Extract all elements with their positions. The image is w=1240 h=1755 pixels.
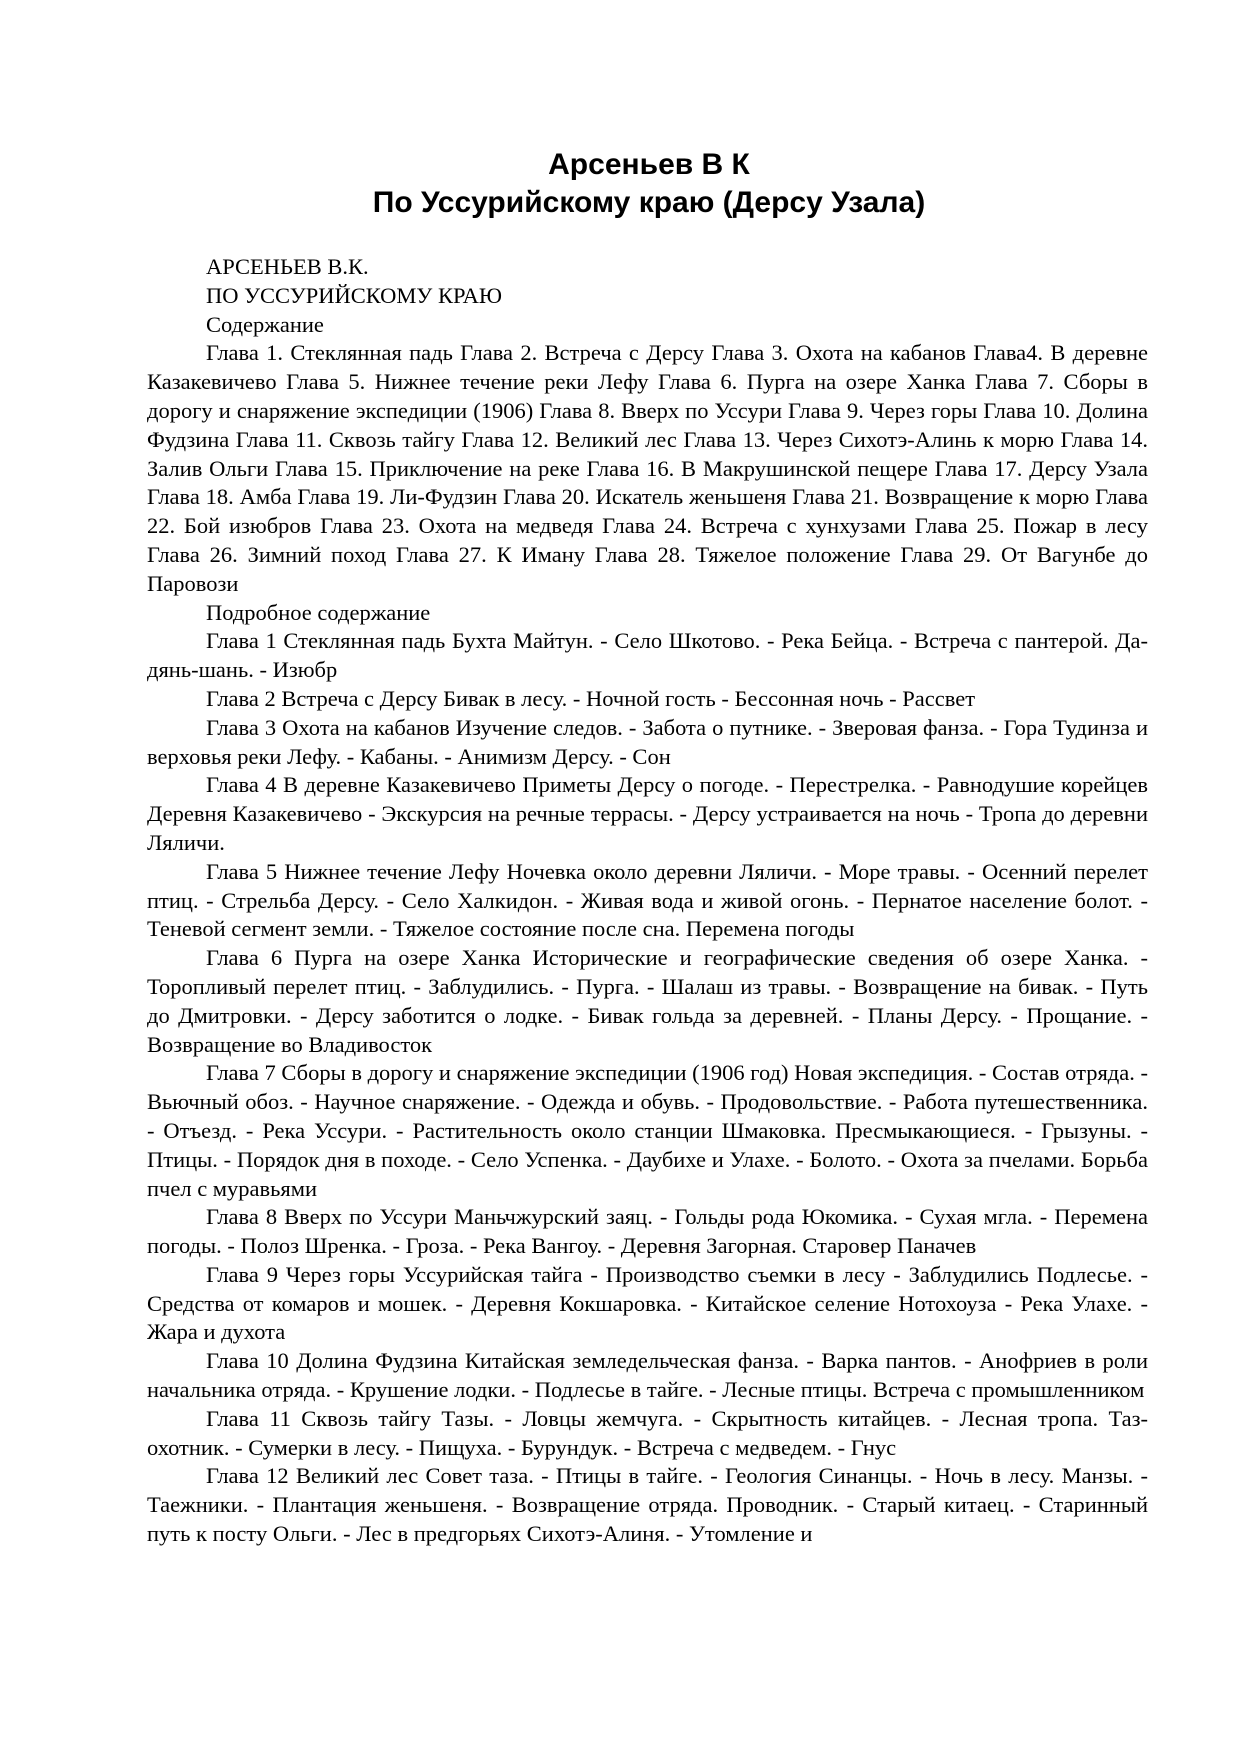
- chapter-7-summary: Глава 7 Сборы в дорогу и снаряжение экспедиции (1906 год) Новая экспедиция. - Состав отряда. - Вьючный обоз. - Научное снаряжение. - Одежда и обувь. - Продовольствие. - Работа путешественника. - Отъезд. - Река Уссури. - Растительность около станции Шмаковка. Пресмыкающиеся. - Грызуны. - Птицы. - Порядок дня в походе. - Село Успенка. - Даубихе и Улахе. - Болото. - Охота за пчелами. Борьба пчел с муравьями: [147, 1060, 1148, 1201]
- chapter-3-summary: Глава 3 Охота на кабанов Изучение следов. - Забота о путнике. - Зверовая фанза. - Гора Тудинза и верховья реки Лефу. - Кабаны. - Анимизм Дерсу. - Сон: [147, 714, 1148, 769]
- detailed-contents-heading: Подробное содержание: [206, 599, 431, 625]
- chapter-6-summary: Глава 6 Пурга на озере Ханка Исторические и географические сведения об озере Ханка. - Торопливый перелет птиц. - Заблудились. - Пурга. - Шалаш из травы. - Возвращение на бивак. - Путь до Дмитровки. - Дерсу заботится о лодке. - Бивак гольда за деревней. - Планы Дерсу. - Прощание. - Возвращение во Владивосток: [147, 945, 1148, 1057]
- chapter-12-summary: Глава 12 Великий лес Совет таза. - Птицы в тайге. - Геология Синанцы. - Ночь в лесу. Манзы. - Таежники. - Плантация женьшеня. - Возвращение отряда. Проводник. - Старый китаец. - Старинный путь к посту Ольги. - Лес в предгорьях Сихотэ-Алиня. - Утомление и: [147, 1463, 1148, 1547]
- contents-list: Глава 1. Стеклянная падь Глава 2. Встреча с Дерсу Глава 3. Охота на кабанов Глава4. В деревне Казакевичево Глава 5. Нижнее течение реки Лефу Глава 6. Пурга на озере Ханка Глава 7. Сборы в дорогу и снаряжение экспедиции (1906) Глава 8. Вверх по Уссури Глава 9. Через горы Глава 10. Долина Фудзина Глава 11. Сквозь тайгу Глава 12. Великий лес Глава 13. Через Сихотэ-Алинь к морю Глава 14. Залив Ольги Глава 15. Приключение на реке Глава 16. В Макрушинской пещере Глава 17. Дерсу Узала Глава 18. Амба Глава 19. Ли-Фудзин Глава 20. Искатель женьшеня Глава 21. Возвращение к морю Глава 22. Бой изюбров Глава 23. Охота на медведя Глава 24. Встреча с хунхузами Глава 25. Пожар в лесу Глава 26. Зимний поход Глава 27. К Иману Глава 28. Тяжелое положение Глава 29. От Вагунбе до Паровози: [147, 340, 1148, 596]
- chapter-4-summary: Глава 4 В деревне Казакевичево Приметы Дерсу о погоде. - Перестрелка. - Равнодушие корейцев Деревня Казакевичево - Экскурсия на речные террасы. - Дерсу устраивается на ночь - Тропа до деревни Ляличи.: [147, 772, 1148, 855]
- chapter-1-summary: Глава 1 Стеклянная падь Бухта Майтун. - Село Шкотово. - Река Бейца. - Встреча с пантерой. Да-дянь-шань. - Изюбр: [147, 628, 1148, 683]
- chapter-2-summary: Глава 2 Встреча с Дерсу Бивак в лесу. - Ночной гость - Бессонная ночь - Рассвет: [206, 685, 976, 711]
- document-body: [147, 253, 1148, 1549]
- chapter-9-summary: Глава 9 Через горы Уссурийская тайга - Производство съемки в лесу - Заблудились Подлесье. - Средства от комаров и мошек. - Деревня Кокшаровка. - Китайское селение Нотохоуза - Река Улахе. - Жара и духота: [147, 1261, 1148, 1345]
- document-title: [0, 146, 1240, 222]
- chapter-10-summary: Глава 10 Долина Фудзина Китайская земледельческая фанза. - Варка пантов. - Анофриев в роли начальника отряда. - Крушение лодки. - Подлесье в тайге. - Лесные птицы. Встреча с промышленником: [147, 1348, 1148, 1403]
- book-title-heading: По Уссурийскому краю (Дерсу Узала): [372, 186, 926, 219]
- chapter-5-summary: Глава 5 Нижнее течение Лефу Ночевка около деревни Ляличи. - Море травы. - Осенний перелет птиц. - Стрельба Дерсу. - Село Халкидон. - Живая вода и живой огонь. - Пернатое население болот. - Теневой сегмент земли. - Тяжелое состояние после сна. Перемена погоды: [147, 858, 1148, 942]
- chapter-8-summary: Глава 8 Вверх по Уссури Маньчжурский заяц. - Гольды рода Юкомика. - Сухая мгла. - Перемена погоды. - Полоз Шренка. - Гроза. - Река Вангоу. - Деревня Загорная. Старовер Паначев: [147, 1204, 1148, 1259]
- book-title-line: ПО УССУРИЙСКОМУ КРАЮ: [206, 282, 502, 308]
- chapter-11-summary: Глава 11 Сквозь тайгу Тазы. - Ловцы жемчуга. - Скрытность китайцев. - Лесная тропа. Таз-охотник. - Сумерки в лесу. - Пищуха. - Бурундук. - Встреча с медведем. - Гнус: [147, 1405, 1148, 1460]
- author-line: АРСЕНЬЕВ В.К.: [206, 254, 369, 279]
- author-heading: Арсеньев В К: [548, 148, 750, 181]
- contents-heading: Содержание: [206, 311, 324, 337]
